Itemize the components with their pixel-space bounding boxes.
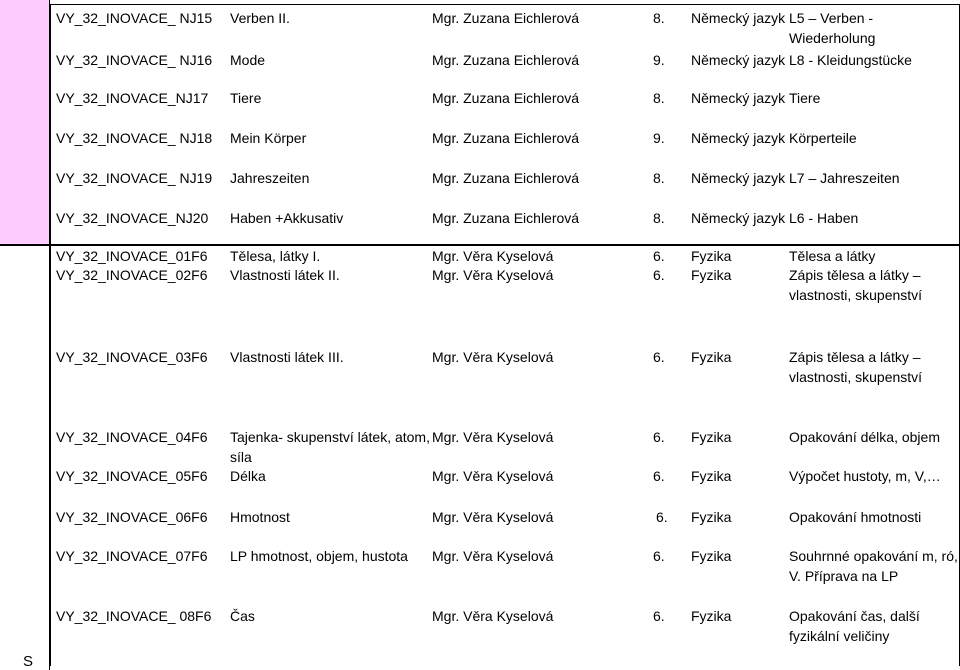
materials-table: [50, 4, 960, 666]
topic-cell: Zápis tělesa a látky – vlastnosti, skupenství: [789, 349, 923, 385]
title-cell: Vlastnosti látek III.: [230, 349, 344, 365]
table-row: [51, 165, 959, 205]
topic-cell: Opakování čas, další fyzikální veličiny: [789, 608, 920, 644]
teacher-cell: Mgr. Věra Kyselová: [432, 267, 554, 283]
grade-cell: 6.: [653, 548, 665, 564]
subject-cell: Německý jazyk: [691, 90, 786, 106]
stripe-letter: S: [23, 653, 34, 670]
topic-cell: Tělesa a látky: [789, 248, 876, 264]
title-cell: Tajenka- skupenství látek, atom, síla: [230, 429, 430, 465]
grade-cell: 6.: [653, 429, 665, 445]
grade-cell: 6.: [656, 509, 668, 525]
table-row: [51, 205, 959, 243]
code-cell: VY_32_INOVACE_ 08F6: [56, 608, 212, 624]
teacher-cell: Mgr. Věra Kyselová: [432, 349, 554, 365]
code-cell: VY_32_INOVACE_ NJ16: [56, 52, 213, 68]
table-row: [51, 506, 959, 546]
topic-cell: Tiere: [789, 90, 821, 106]
topic-cell: Výpočet hustoty, m, V,…: [789, 468, 941, 484]
subject-cell: Německý jazyk: [691, 10, 786, 26]
topic-cell: L8 - Kleidungstücke: [789, 52, 912, 68]
topic-cell: L6 - Haben: [789, 210, 859, 226]
table-row: [51, 265, 959, 346]
subject-cell: Fyzika: [691, 248, 732, 264]
table-row: [51, 125, 959, 165]
topic-cell: Opakování délka, objem: [789, 429, 940, 445]
left-stripe-pink: [0, 0, 50, 245]
grade-cell: 6.: [653, 267, 665, 283]
teacher-cell: Mgr. Věra Kyselová: [432, 248, 554, 264]
subject-cell: Fyzika: [691, 509, 732, 525]
topic-cell: L5 – Verben - Wiederholung: [789, 10, 876, 46]
table-row: [51, 5, 959, 47]
teacher-cell: Mgr. Věra Kyselová: [432, 509, 554, 525]
grade-cell: 8.: [653, 90, 665, 106]
title-cell: Vlastnosti látek II.: [230, 267, 340, 283]
table-row: [51, 606, 959, 666]
title-cell: Hmotnost: [230, 509, 290, 525]
title-cell: Haben +Akkusativ: [230, 210, 344, 226]
teacher-cell: Mgr. Věra Kyselová: [432, 468, 554, 484]
grade-cell: 9.: [653, 52, 665, 68]
grade-cell: 6.: [653, 349, 665, 365]
teacher-cell: Mgr. Zuzana Eichlerová: [432, 90, 580, 106]
subject-cell: Fyzika: [691, 608, 732, 624]
code-cell: VY_32_INOVACE_02F6: [56, 267, 208, 283]
teacher-cell: Mgr. Zuzana Eichlerová: [432, 52, 580, 68]
title-cell: LP hmotnost, objem, hustota: [230, 548, 408, 564]
title-cell: Jahreszeiten: [230, 170, 310, 186]
teacher-cell: Mgr. Zuzana Eichlerová: [432, 130, 580, 146]
title-cell: Mein Körper: [230, 130, 307, 146]
teacher-cell: Mgr. Věra Kyselová: [432, 429, 554, 445]
teacher-cell: Mgr. Zuzana Eichlerová: [432, 10, 580, 26]
code-cell: VY_32_INOVACE_ NJ18: [56, 130, 213, 146]
topic-cell: L7 – Jahreszeiten: [789, 170, 900, 186]
code-cell: VY_32_INOVACE_07F6: [56, 548, 208, 564]
teacher-cell: Mgr. Zuzana Eichlerová: [432, 170, 580, 186]
grade-cell: 8.: [653, 170, 665, 186]
topic-cell: Körperteile: [789, 130, 857, 146]
grade-cell: 6.: [653, 608, 665, 624]
code-cell: VY_32_INOVACE_01F6: [56, 248, 208, 264]
subject-cell: Fyzika: [691, 429, 732, 445]
grade-cell: 6.: [653, 468, 665, 484]
grade-cell: 8.: [653, 10, 665, 26]
grade-cell: 6.: [653, 248, 665, 264]
teacher-cell: Mgr. Věra Kyselová: [432, 548, 554, 564]
title-cell: Čas: [230, 608, 255, 624]
title-cell: Verben II.: [230, 10, 290, 26]
title-cell: Tiere: [230, 90, 262, 106]
table-row: [51, 85, 959, 125]
code-cell: VY_32_INOVACE_04F6: [56, 429, 208, 445]
title-cell: Délka: [230, 468, 266, 484]
code-cell: VY_32_INOVACE_03F6: [56, 349, 208, 365]
table-row: [51, 245, 959, 265]
subject-cell: Fyzika: [691, 548, 732, 564]
teacher-cell: Mgr. Věra Kyselová: [432, 608, 554, 624]
subject-cell: Fyzika: [691, 349, 732, 365]
table-row: [51, 426, 959, 466]
subject-cell: Německý jazyk: [691, 130, 786, 146]
table-row: [51, 466, 959, 506]
subject-cell: Německý jazyk: [691, 170, 786, 186]
subject-cell: Německý jazyk: [691, 52, 786, 68]
topic-cell: Souhrnné opakování m, ró, V. Příprava na LP: [789, 548, 958, 584]
grade-cell: 8.: [653, 210, 665, 226]
title-cell: Mode: [230, 52, 266, 68]
subject-cell: Fyzika: [691, 468, 732, 484]
code-cell: VY_32_INOVACE_NJ17: [56, 90, 209, 106]
title-cell: Tělesa, látky I.: [230, 248, 321, 264]
subject-cell: Německý jazyk: [691, 210, 786, 226]
left-stripe-white: [0, 245, 50, 670]
code-cell: VY_32_INOVACE_ NJ15: [56, 10, 213, 26]
code-cell: VY_32_INOVACE_05F6: [56, 468, 208, 484]
topic-cell: Zápis tělesa a látky – vlastnosti, skupenství: [789, 267, 923, 303]
code-cell: VY_32_INOVACE_06F6: [56, 509, 208, 525]
subject-cell: Fyzika: [691, 267, 732, 283]
code-cell: VY_32_INOVACE_ NJ19: [56, 170, 213, 186]
teacher-cell: Mgr. Zuzana Eichlerová: [432, 210, 580, 226]
code-cell: VY_32_INOVACE_NJ20: [56, 210, 209, 226]
topic-cell: Opakování hmotnosti: [789, 509, 922, 525]
table-row: [51, 546, 959, 606]
grade-cell: 9.: [653, 130, 665, 146]
table-row: [51, 47, 959, 85]
table-row: [51, 346, 959, 426]
